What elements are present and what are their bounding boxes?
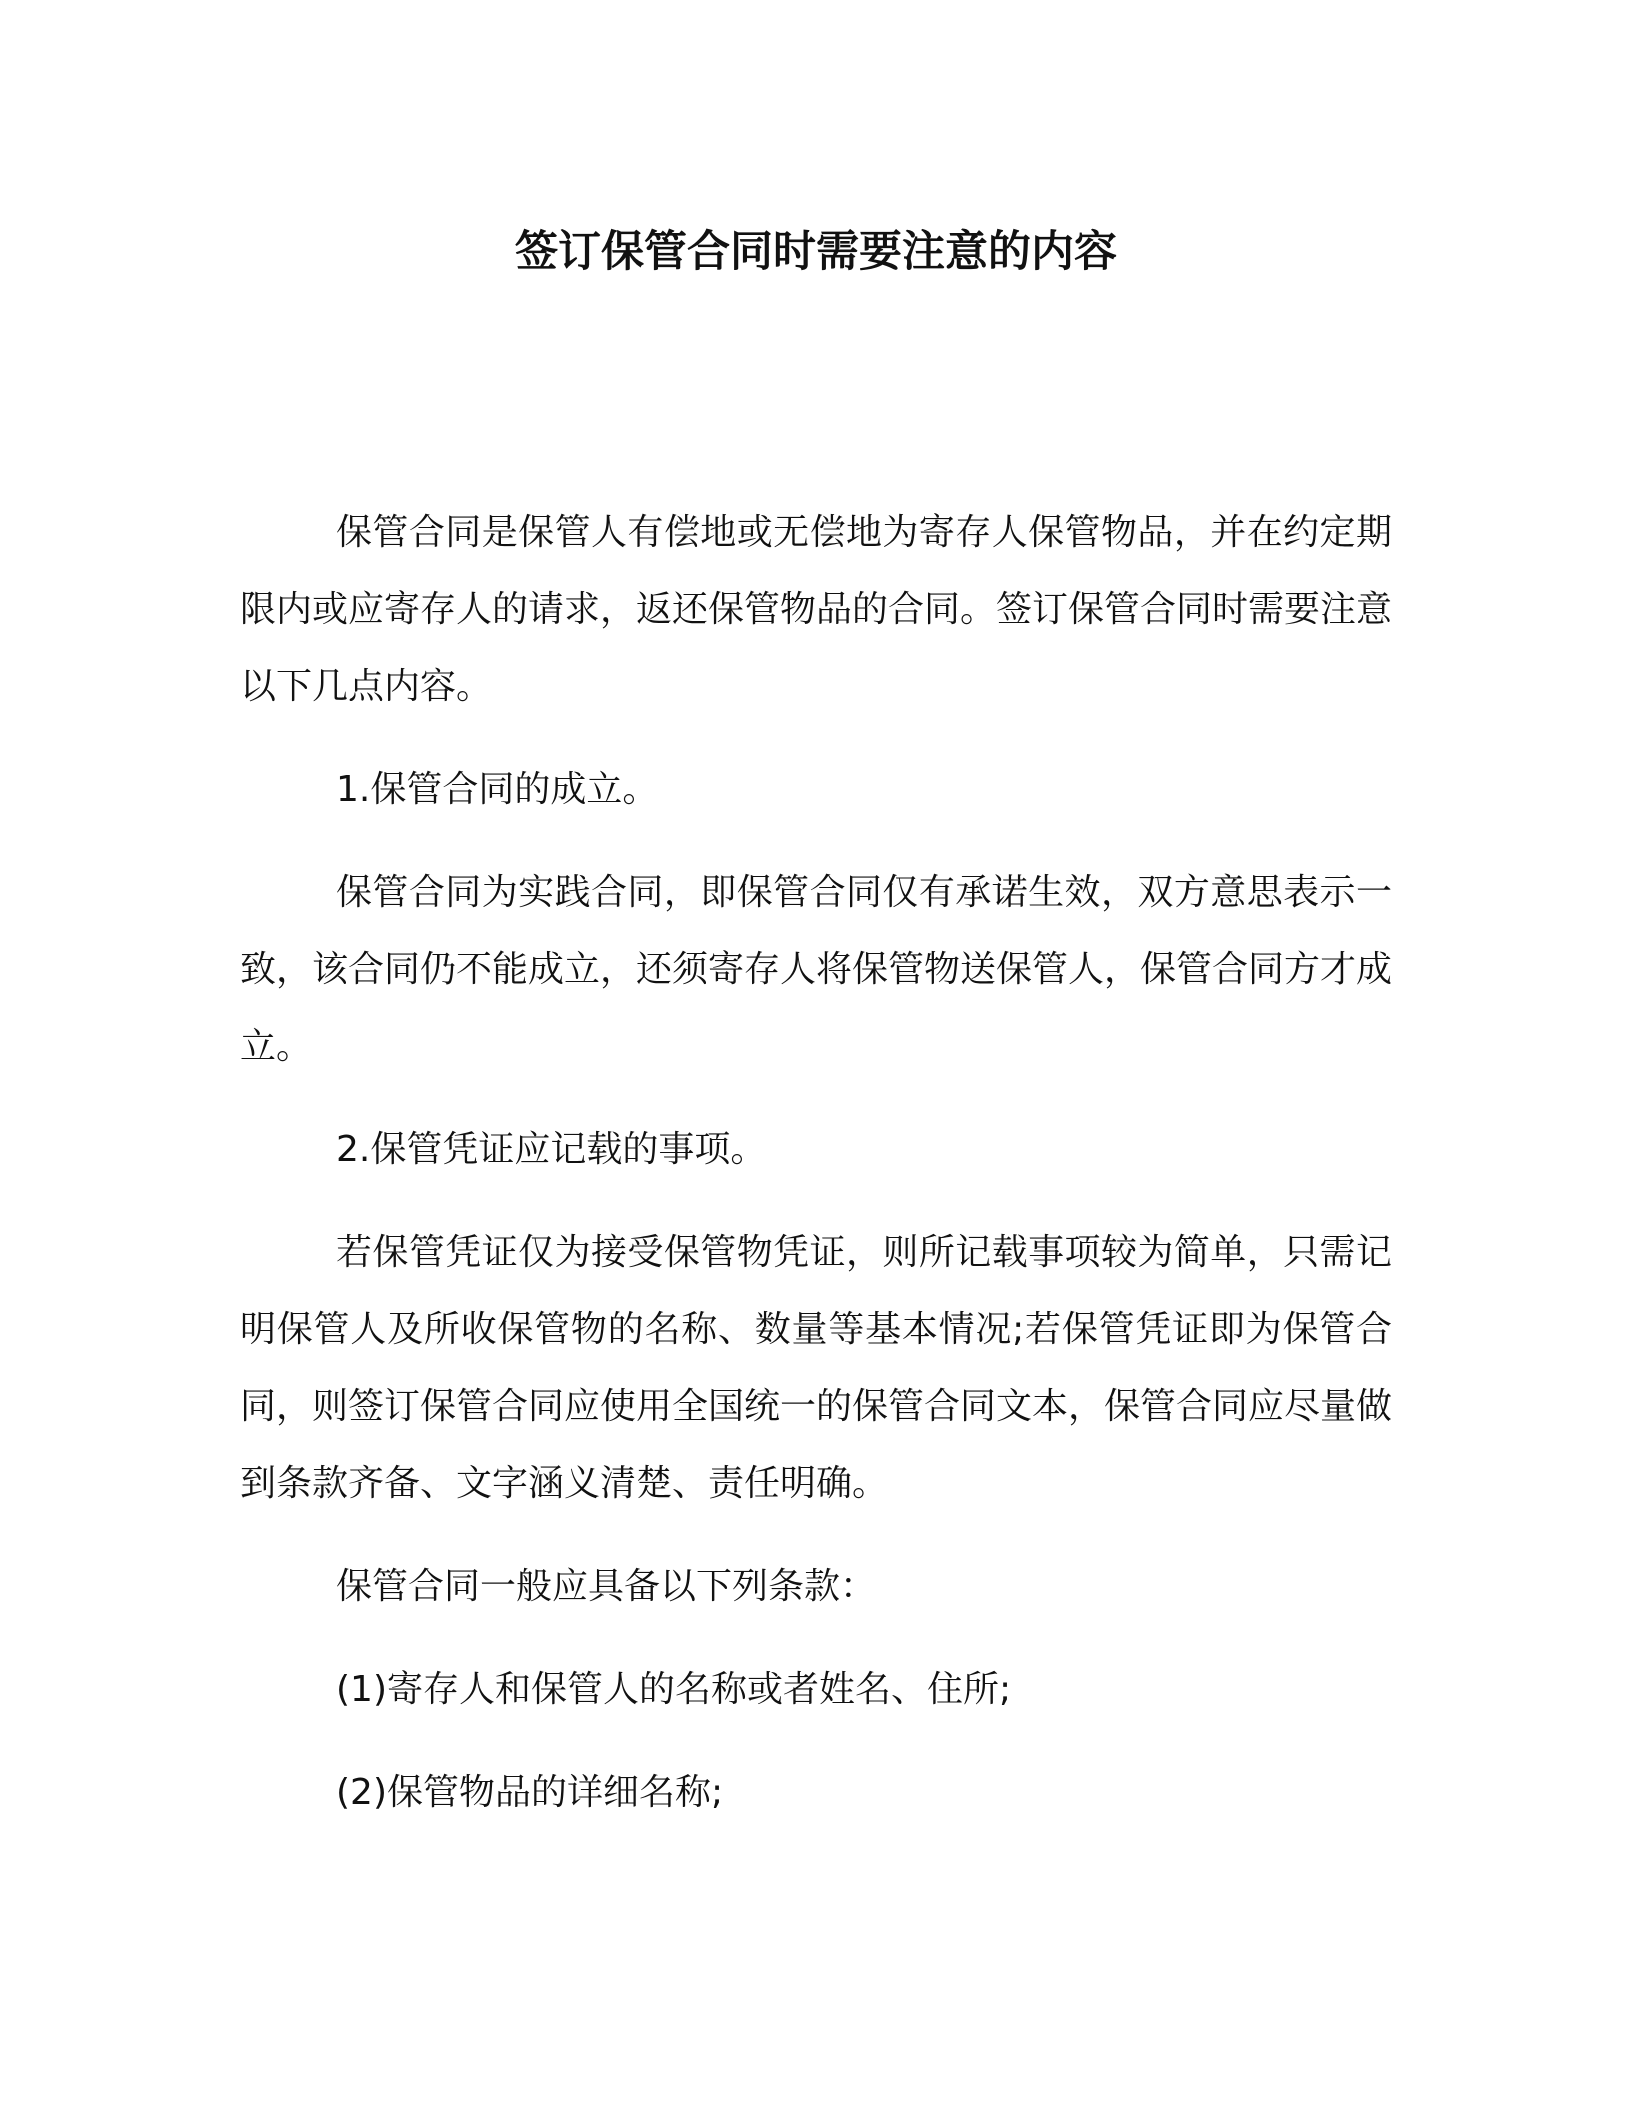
clause-item: (2)保管物品的详细名称; (336, 1772, 724, 1813)
paragraph-1: 保管合同为实践合同，即保管合同仅有承诺生效，双方意思表示一致，该合同仍不能成立，还须寄存人将保管物送保管人，保管合同方才成立。 (240, 872, 1393, 1067)
heading-1: 1.保管合同的成立。 (336, 769, 659, 810)
document-title: 签订保管合同时需要注意的内容 (515, 227, 1117, 277)
paragraph-intro: 保管合同是保管人有偿地或无偿地为寄存人保管物品，并在约定期限内或应寄存人的请求，返还保管物品的合同。签订保管合同时需要注意以下几点内容。 (240, 512, 1393, 707)
paragraph-2: 若保管凭证仅为接受保管物凭证，则所记载事项较为简单，只需记明保管人及所收保管物的名称、数量等基本情况;若保管凭证即为保管合同，则签订保管合同应使用全国统一的保管合同文本，保管合同应尽量做到条款齐备、文字涵义清楚、责任明确。 (240, 1232, 1393, 1504)
heading-2: 2.保管凭证应记载的事项。 (336, 1129, 767, 1170)
clause-intro: 保管合同一般应具备以下列条款： (336, 1566, 877, 1607)
document-body (240, 494, 1392, 1857)
clause-item: (1)寄存人和保管人的名称或者姓名、住所; (336, 1669, 1012, 1710)
